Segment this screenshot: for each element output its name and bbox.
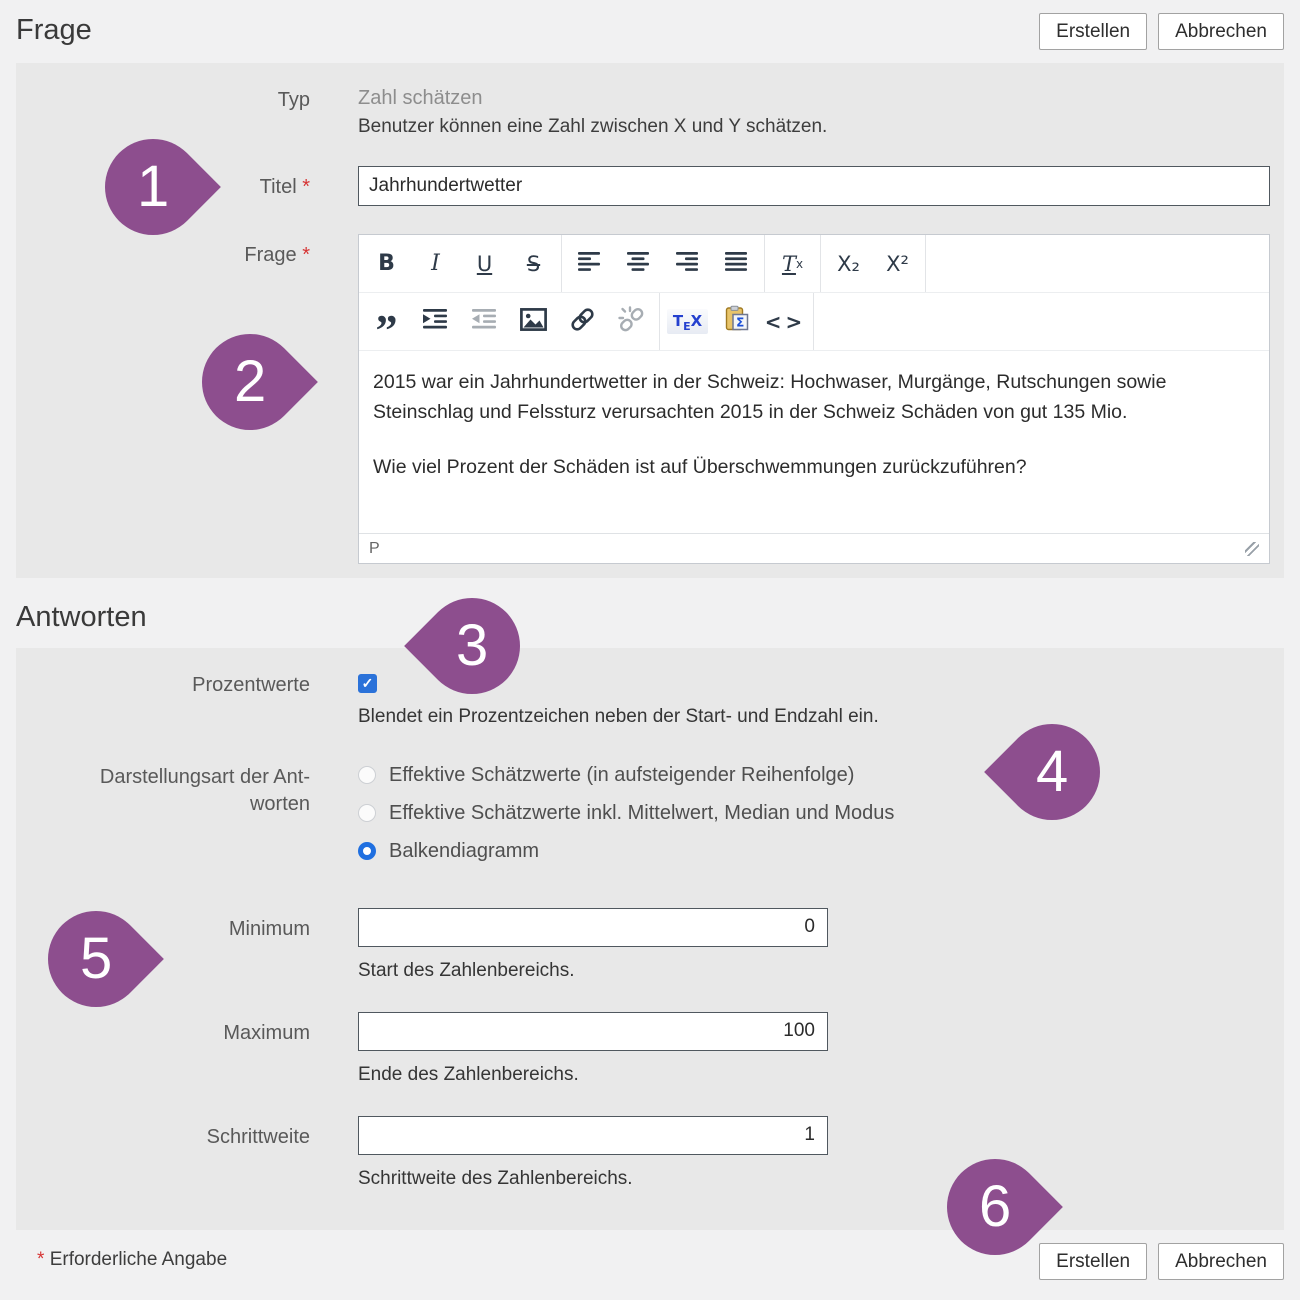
prozentwerte-checkbox[interactable] [358,674,377,693]
align-left-button[interactable] [566,240,613,287]
annotation-marker-6: 6 [927,1139,1063,1275]
display-type-label-line2: worten [249,792,310,815]
editor-toolbar-row-1 [359,235,1269,293]
unlink-button[interactable] [608,298,655,345]
radio-option-balkendiagramm[interactable]: Balkendiagramm [358,840,1270,863]
align-justify-button[interactable] [713,240,760,287]
superscript-button[interactable]: X² [874,240,921,287]
create-button-bottom[interactable]: Erstellen [1039,1243,1147,1280]
required-asterisk: * [302,176,310,198]
rich-text-editor [358,234,1270,564]
subscript-button[interactable]: X₂ [825,240,872,287]
unlink-icon [618,306,645,338]
underline-button[interactable]: U [461,240,508,287]
prozentwerte-label: Prozentwerte [192,673,310,696]
strikethrough-button[interactable]: S [510,240,557,287]
blockquote-button[interactable]: ” [363,298,410,345]
annotation-marker-4: 4 [984,704,1120,840]
editor-toolbar-row-2 [359,293,1269,355]
minimum-label: Minimum [228,917,310,940]
footer-bar [16,1240,1284,1280]
schrittweite-input[interactable] [358,1116,828,1155]
maximum-label: Maximum [223,1021,310,1044]
bottom-button-group [1039,1240,1284,1280]
link-button[interactable] [559,298,606,345]
prozentwerte-description: Blendet ein Prozentzeichen neben der Start- und Endzahl ein. [358,705,879,727]
radio-option-effektive-schaetzwerte-statistik[interactable]: Effektive Schätzwerte inkl. Mittelwert, Median und Modus [358,802,1270,825]
annotation-marker-5: 5 [28,891,164,1027]
source-code-button[interactable]: <> [762,298,809,345]
cancel-button-bottom[interactable]: Abbrechen [1158,1243,1284,1280]
schrittweite-row [16,1116,1284,1216]
typ-description: Benutzer können eine Zahl zwischen X und Y schätzen. [358,116,828,137]
question-panel [16,63,1284,578]
italic-button[interactable]: I [412,240,459,287]
element-path-label: P [369,539,380,557]
radio-icon[interactable] [358,842,376,860]
maximum-input[interactable] [358,1012,828,1051]
required-asterisk: * [302,244,310,266]
align-justify-icon [725,252,749,276]
titel-label: Titel [259,176,297,198]
indent-icon [423,309,449,334]
typ-row [16,87,1284,138]
radio-icon[interactable] [358,766,376,784]
paste-formula-button[interactable] [713,298,760,345]
editor-status-bar [359,533,1269,563]
align-left-icon [578,252,602,276]
answers-heading: Antworten [16,601,147,633]
maximum-row [16,1012,1284,1086]
top-bar [0,0,1300,50]
schrittweite-label: Schrittweite [206,1125,310,1148]
radio-icon[interactable] [358,804,376,822]
minimum-row [16,908,1284,982]
align-right-button[interactable] [664,240,711,287]
radio-option-effektive-schaetzwerte[interactable]: Effektive Schätzwerte (in aufsteigender Reihenfolge) [358,764,1270,787]
top-button-group [1039,10,1284,50]
align-right-icon [676,252,700,276]
frage-label: Frage [244,244,297,266]
schrittweite-description: Schrittweite des Zahlenbereichs. [358,1167,633,1189]
annotation-marker-2: 2 [182,314,318,450]
tex-button[interactable]: $T_EX$ [664,298,711,345]
align-center-icon [627,252,651,276]
outdent-icon [472,309,498,334]
outdent-button[interactable] [461,298,508,345]
page-title: Frage [16,14,92,46]
minimum-description: Start des Zahlenbereichs. [358,959,575,981]
question-paragraph: 2015 war ein Jahrhundertwetter in der Schweiz: Hochwaser, Murgänge, Rutschungen sowie Steinschlag und Felssturz verursachten 2015 in der Schweiz Schäden von gut 135 Mio. [373,371,1167,424]
typ-label: Typ [277,89,310,111]
required-note: Erforderliche Angabe [49,1248,228,1270]
create-button-top[interactable]: Erstellen [1039,13,1147,50]
answers-panel [16,648,1284,1230]
checkmark-icon: ✓ [361,674,374,691]
display-type-label-line1: Darstellungsart der Ant- [99,765,310,788]
indent-button[interactable] [412,298,459,345]
resize-handle-icon[interactable] [1245,542,1259,556]
question-paragraph: Wie viel Prozent der Schäden ist auf Überschwemmungen zurückzuführen? [373,456,1027,479]
image-icon [520,308,547,336]
insert-image-button[interactable] [510,298,557,345]
annotation-marker-3: 3 [404,578,540,714]
annotation-marker-1: 1 [85,119,221,255]
titel-input[interactable] [358,166,1270,206]
link-icon [569,306,596,338]
typ-value: Zahl schätzen [358,87,483,109]
required-asterisk: * [37,1248,45,1270]
prozentwerte-row [16,672,1284,728]
bold-button[interactable]: B [363,240,410,287]
minimum-input[interactable] [358,908,828,947]
maximum-description: Ende des Zahlenbereichs. [358,1063,579,1085]
editor-content[interactable] [359,351,1269,533]
clipboard-sigma-icon [723,305,751,338]
cancel-button-top[interactable]: Abbrechen [1158,13,1284,50]
align-center-button[interactable] [615,240,662,287]
svg-text:Σ: Σ [735,315,744,330]
clear-formatting-button[interactable]: T x [769,240,816,287]
